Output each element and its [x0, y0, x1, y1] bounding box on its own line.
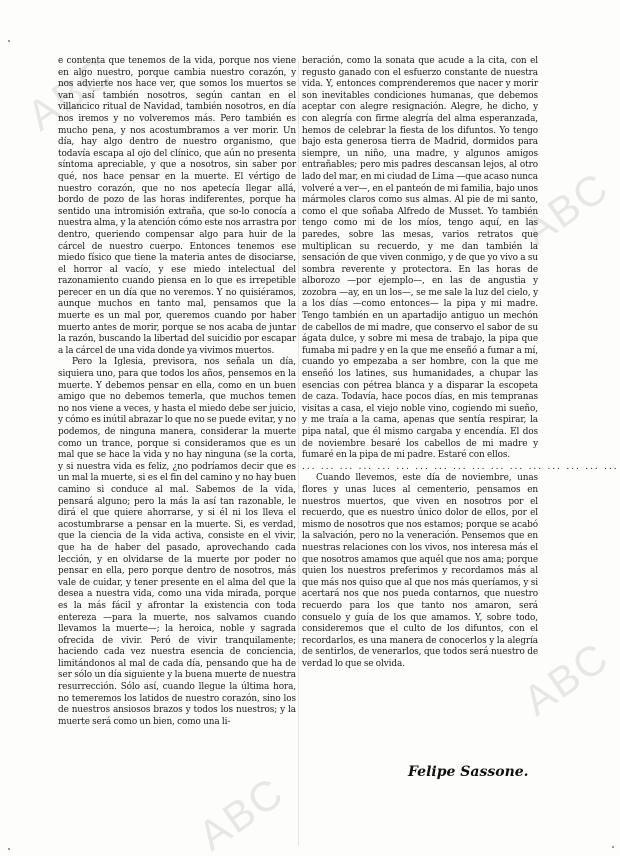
watermark: ABC [189, 767, 293, 860]
margin-mark [8, 40, 10, 42]
paragraph: Cuando llevemos, este día de noviembre, unas flores y unas luces al cementerio, pensamos en nuestros muertos, que viven en nosotros por el recuerdo, que es nuestro único dolor de ellos, por el mismo de nosotros que nos estamos; porque se acabó la salvación, pero no la veneración. Pensemos que en nuestras relaciones con los vivos, nos interesa más el que nosotros amamos que aquél que nos ama; porque quien los nuestros preferimos y recordamos más al que más nos quiso que al que nos más queríamos, y si acertará nos que nos pueda contarnos, que nuestro recuerdo para los que tanto nos amaron, será consuelo y guía de los que amamos. Y, sobre todo, consideremos que el culto de los difuntos, con el recordarlos, es una manera de conocerlos y la alegría de sentirlos, de venerarlos, que todos será nuestro de verdad lo que se olvida. [302, 473, 538, 669]
margin-mark [612, 846, 614, 848]
watermark: ABC [514, 632, 618, 725]
watermark: ABC [18, 47, 122, 140]
paragraph: beración, como la sonata que acude a la cita, con el regusto ganado con el esfuerzo constante de nuestra vida. Y, entonces comprenderemos que nacer y morir son inevitables condiciones humanas, que debemos aceptar con alegre resignación. Alegre, he dicho, y con alegría con firme alegría del alma esperanzada, hemos de celebrar la fiesta de los difuntos. Yo tengo bajo esta generosa tierra de Madrid, dormidos para siempre, un niño, una madre, y algunos amigos entrañables; pero mis padres descansan lejos, al otro lado del mar, en mi ciudad de Lima —que acaso nunca volveré a ver—, en el panteón de mi familia, bajo unos mármoles claros como sus almas. Al pie de mi santo, como el que soñaba Alfredo de Musset. Yo también tengo como mi de los míos, tengo aquí, en las paredes, sobre las mesas, varios retratos que multiplican su recuerdo, y me dan también la sensación de que viven conmigo, y de que yo vivo a su sombra reverente y protectora. En las horas de alborozo —por ejemplo—, en las de angustia y zozobra —ay, en un los—, se me sale la luz del cielo, y a los días —como entonces— la pipa y mi madre. Tengo también en un apartadijo antiguo un mechón de cabellos de mi madre, que conservo el sabor de su ágata dulce, y sobre mi mesa de trabajo, la pipa que fumaba mi padre y en la que me enseñó a fumar a mí, cuando yo empezaba a ser hombre, con la que me enseñó los latines, sus humanidades, a chupar las esencias con pétrea blanca y a disparar la escopeta de caza. Todavía, hace pocos días, en mis tempranas visitas a casa, el viejo noble vino, cogiendo mi sueño, y me traía a la cama, apenas que sentía respirar, la pipa natal, que él mismo cargaba y encendía. El dos de noviembre besaré los cabellos de mi madre y fumaré en la pipa de mi padre. Estaré con ellos. [302, 56, 538, 461]
column-gutter [298, 60, 299, 846]
author-signature: Felipe Sassone. [408, 764, 529, 780]
watermark: ABC [514, 162, 618, 255]
left-column [58, 56, 296, 728]
paragraph: Pero la Iglesia, previsora, nos señala un día, siquiera uno, para que todos los años, pensemos en la muerte. Y debemos pensar en ella, como en un buen amigo que no debemos temerla, que muchos temen no nos viene a veces, y hasta el miedo debe ser juicio, y cómo es inútil abrazar lo que no se puede evitar, y no podemos, de ninguna manera, considerar la muerte como un trance, porque si consideramos que es un mal que se hace la vida y no hay ninguna (se la corta, y si nuestra vida es feliz, ¿no podríamos decir que es un mal la muerte, si es el fin del camino y no hay buen camino si conduce al mal. Sabemos de la vida, pensará alguno; pero la más la así tan razonable, le dirá el que quiere ahorrarse, y si él ni los lleva el acostumbrarse a pensar en la muerte. Si, es verdad, que la ciencia de la vida activa, consiste en el vivir, que ha de haber del pasado, aprovechando cada lección, y en olvidarse de la muerte por poder no pensar en ella, pero porque dentro de nosotros, más vale de cuidar, y tener presente en el alma del que la desea a nuestra vida, como una vida mirada, porque es la más fácil y afrontar la existencia con toda entereza —para la muerte, nos salvamos cuando llevamos la muerte—; la heroica, noble y sagrada ofrecida de vivir. Peró de vivir tranquilamente; haciendo cada vez nuestra esencia de conciencia, limitándonos al mal de cada día, pensando que ha de ser sólo un día siguiente y la buena muerte de nuestra resurrección. Sólo así, cuando llegue la última hora, no temeremos los latidos de nuestro corazón, sino los de nuestros ansiosos brazos y todos los nuestros; y la muerte será como un bien, como una li- [58, 357, 296, 727]
section-separator: ... ... ... ... ... ... ... ... ... ... ... ... ... ... ... ... ... [302, 461, 619, 472]
margin-mark [8, 848, 10, 850]
paragraph: e contenta que tenemos de la vida, porque nos viene en algo nuestro, porque cambia nuestro corazón, y nos advierte nos hace ver, que somos los muertos se van así también nosotros, según cantan en el villancico ritual de Navidad, también nosotros, en día nos iremos y no volveremos más. Pero también es mucho pena, y nos acostumbramos a ver morir. Un día, hay algo dentro de nuestro organismo, que todavía escapa al ojo del clínico, que aún no presenta síntoma apreciable, y que a nosotros, sin saber por qué, nos hace pensar en la muerte. El vértigo de nuestro corazón, que no nos apetecía llegar allá, bordo de pozo de las horas indiferentes, porque ha sentido una intromisión extraña, que so-lo conocía a nuestra alma, y la atención cómo este nos arrastra por dentro, queriendo compensar algo para huir de la cárcel de nuestro cuerpo. Entonces tenemos ese miedo físico que tiene la materia antes de disociarse, el horror al vacío, y ese miedo intelectual del razonamiento cuando piensa en lo que es irrepetible perecer en un día que no veremos. Y no quisiéramos, aunque muchos en tanto mal, pensamos que la muerte es un mal por, queremos cuando por haber muerto antes de morir, porque se nos acaba de juntar la razón, buscando la libertad del suicidio por escapar a la cárcel de una vida donde ya vivimos muertos. [58, 56, 296, 356]
